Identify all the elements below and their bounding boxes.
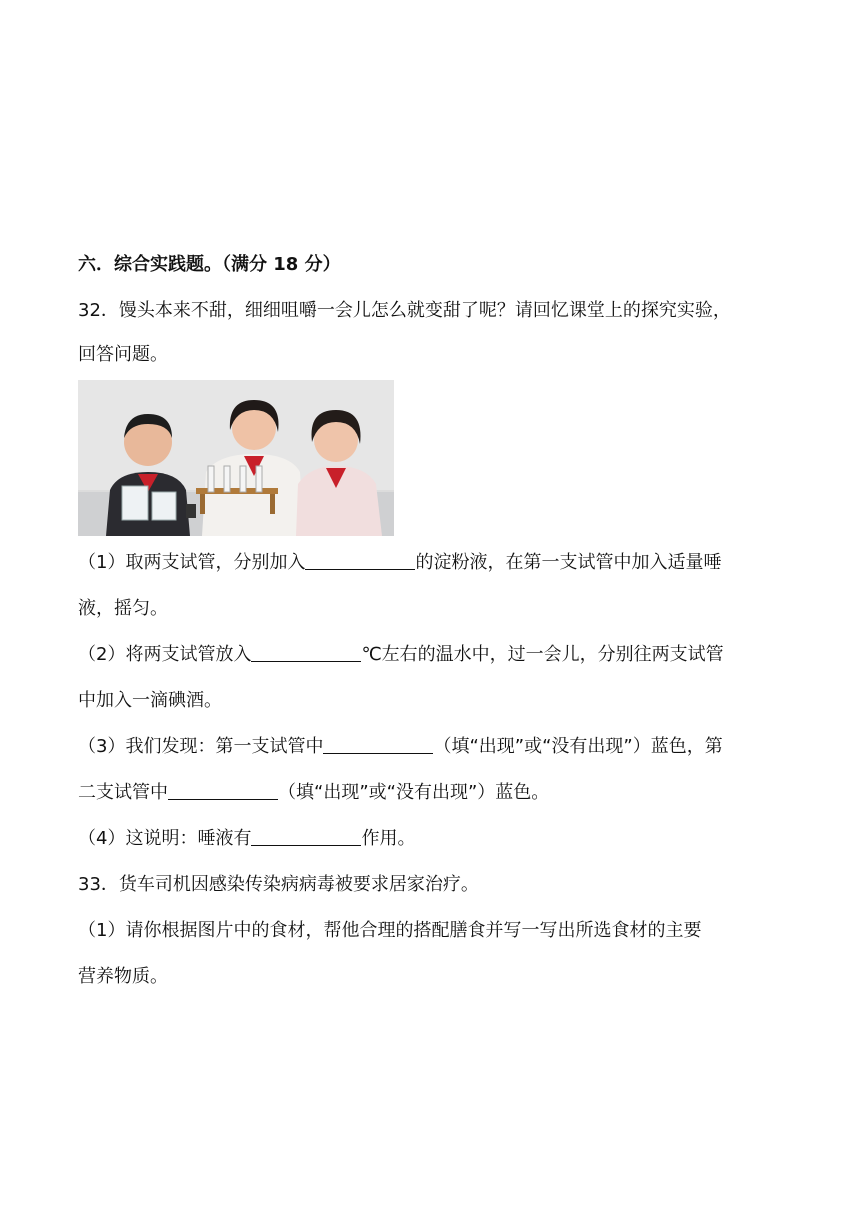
question-33-stem: 33．货车司机因感染传染病病毒被要求居家治疗。 bbox=[78, 874, 479, 895]
question-32-part3-line1 bbox=[78, 735, 723, 759]
question-32-part3-text-c: 二支试管中 bbox=[78, 782, 168, 803]
answer-blank-32-2[interactable] bbox=[251, 643, 361, 662]
question-32-part4-line1 bbox=[78, 827, 415, 851]
question-32-stem-line2: 回答问题。 bbox=[78, 344, 168, 365]
question-33-part1-line1: （1）请你根据图片中的食材，帮他合理的搭配膳食并写一写出所选食材的主要 bbox=[78, 920, 702, 941]
section-title: 六．综合实践题。（满分 18 分） bbox=[78, 254, 341, 275]
question-32-part1-line1 bbox=[78, 551, 721, 575]
answer-blank-32-3a[interactable] bbox=[323, 735, 433, 754]
question-32-part1-line2: 液，摇匀。 bbox=[78, 598, 168, 619]
question-32-part2-text-a: （2）将两支试管放入 bbox=[78, 644, 252, 665]
answer-blank-32-1[interactable] bbox=[305, 551, 415, 570]
question-32-part3-text-a: （3）我们发现：第一支试管中 bbox=[78, 736, 324, 757]
question-32-part3-text-d: （填“出现”或“没有出现”）蓝色。 bbox=[278, 782, 550, 803]
question-32-part1-text-a: （1）取两支试管，分别加入 bbox=[78, 552, 306, 573]
question-32-stem-line1: 32．馒头本来不甜，细细咀嚼一会儿怎么就变甜了呢？请回忆课堂上的探究实验， bbox=[78, 300, 731, 321]
question-32-part4-text-b: 作用。 bbox=[361, 828, 416, 849]
question-32-part3-line2 bbox=[78, 781, 549, 805]
answer-blank-32-4[interactable] bbox=[251, 827, 361, 846]
question-33-part1-line2: 营养物质。 bbox=[78, 966, 168, 987]
question-32-part2-text-b: ℃左右的温水中，过一会儿，分别往两支试管 bbox=[361, 644, 724, 665]
question-32-part2-line2: 中加入一滴碘酒。 bbox=[78, 690, 222, 711]
experiment-photo bbox=[78, 380, 394, 536]
question-32-part2-line1 bbox=[78, 643, 724, 667]
question-32-part3-text-b: （填“出现”或“没有出现”）蓝色，第 bbox=[433, 736, 723, 757]
question-32-part4-text-a: （4）这说明：唾液有 bbox=[78, 828, 252, 849]
question-32-part1-text-b: 的淀粉液，在第一支试管中加入适量唾 bbox=[415, 552, 722, 573]
answer-blank-32-3b[interactable] bbox=[168, 781, 278, 800]
